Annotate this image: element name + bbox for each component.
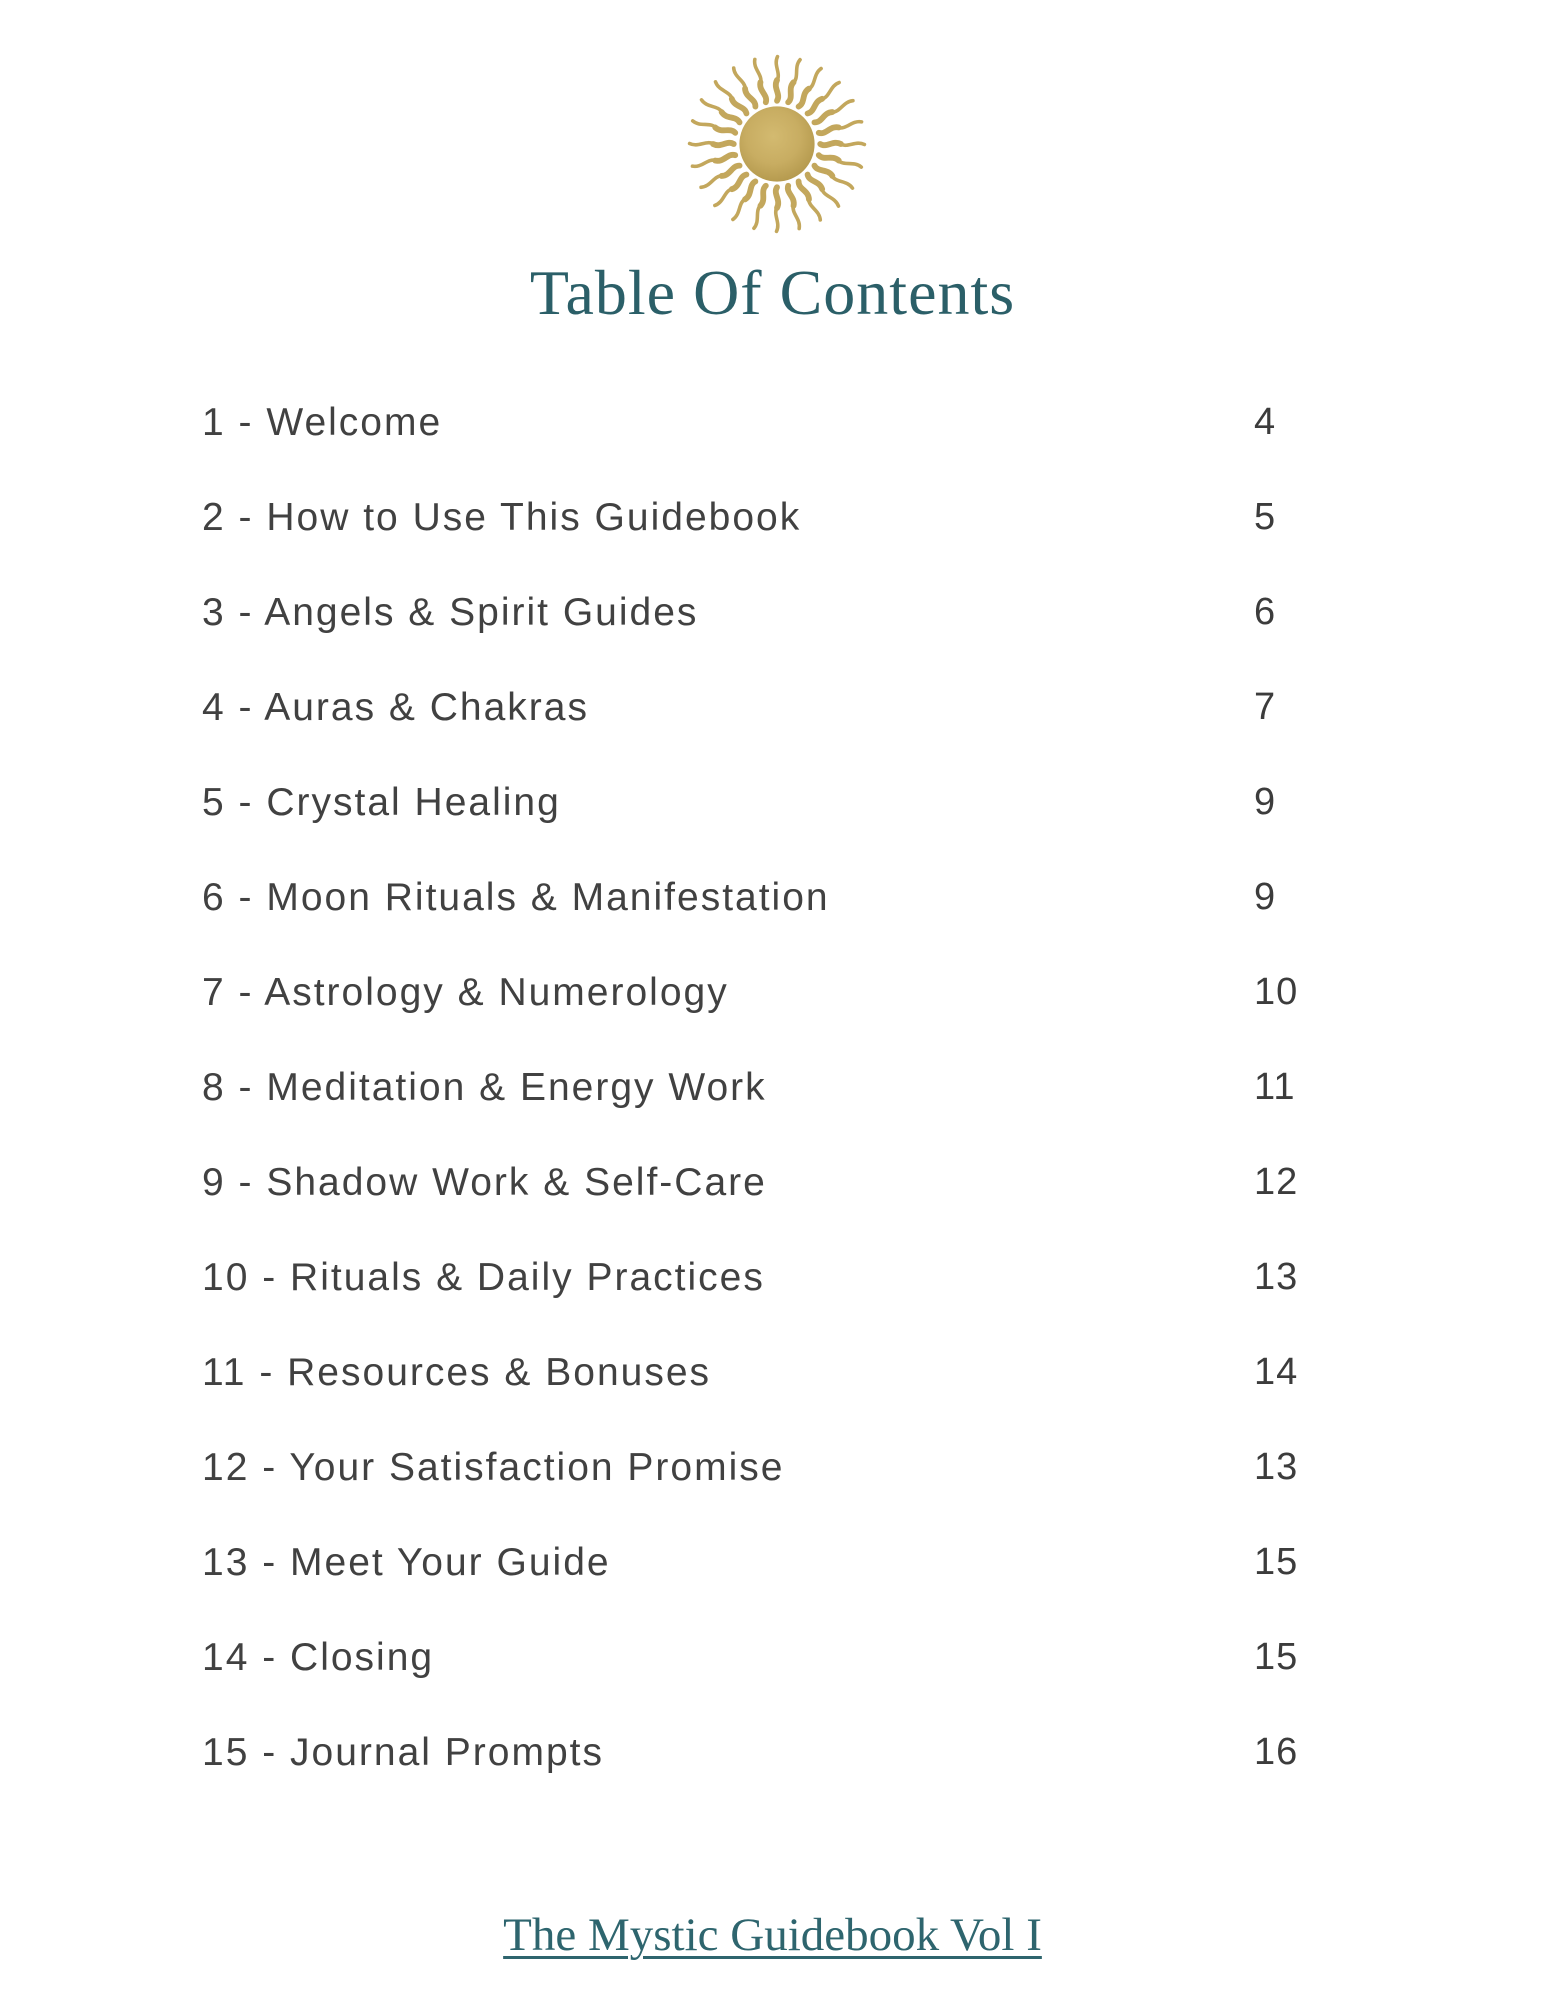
footer-link[interactable]: The Mystic Guidebook Vol I: [503, 1909, 1042, 1961]
toc-entry-page: 10: [1254, 971, 1299, 1013]
toc-row[interactable]: [202, 850, 1314, 945]
toc-row[interactable]: [202, 1040, 1314, 1135]
page-title: Table Of Contents: [529, 257, 1016, 328]
toc-entry-page: 12: [1254, 1161, 1299, 1203]
toc-row[interactable]: [202, 660, 1314, 755]
toc-row[interactable]: [202, 1610, 1314, 1705]
sun-icon: [683, 50, 871, 238]
toc-entry-page: 5: [1254, 496, 1277, 538]
toc-row[interactable]: [202, 755, 1314, 850]
toc-row[interactable]: [202, 945, 1314, 1040]
toc-row[interactable]: [202, 1420, 1314, 1515]
toc-row[interactable]: [202, 1135, 1314, 1230]
toc-entry-label: 5 - Crystal Healing: [202, 780, 561, 824]
toc-entry-label: 13 - Meet Your Guide: [202, 1540, 611, 1584]
toc-entry-page: 7: [1254, 686, 1277, 728]
toc-entry-label: 10 - Rituals & Daily Practices: [202, 1255, 765, 1299]
toc-entry-page: 6: [1254, 591, 1277, 633]
toc-row[interactable]: [202, 375, 1314, 470]
toc-entry-page: 14: [1254, 1351, 1299, 1393]
toc-entry-page: 16: [1254, 1731, 1299, 1773]
toc-entry-page: 9: [1254, 781, 1277, 823]
toc-entry-label: 4 - Auras & Chakras: [202, 685, 589, 729]
toc-entry-label: 2 - How to Use This Guidebook: [202, 495, 802, 539]
toc-entry-label: 15 - Journal Prompts: [202, 1730, 604, 1774]
toc-row[interactable]: [202, 1230, 1314, 1325]
toc-row[interactable]: [202, 565, 1314, 660]
toc-entry-page: 13: [1254, 1256, 1299, 1298]
toc-row[interactable]: [202, 470, 1314, 565]
toc-row[interactable]: [202, 1325, 1314, 1420]
toc-entry-label: 9 - Shadow Work & Self-Care: [202, 1160, 767, 1204]
toc-entry-label: 1 - Welcome: [202, 400, 443, 444]
toc-entry-page: 13: [1254, 1446, 1299, 1488]
toc-entry-page: 15: [1254, 1636, 1299, 1678]
toc-entry-label: 7 - Astrology & Numerology: [202, 970, 729, 1014]
toc-row[interactable]: [202, 1515, 1314, 1610]
toc-entry-label: 8 - Meditation & Energy Work: [202, 1065, 767, 1109]
toc-entry-page: 15: [1254, 1541, 1299, 1583]
toc-entry-page: 11: [1254, 1066, 1296, 1108]
toc-list: [202, 375, 1314, 1800]
toc-entry-page: 4: [1254, 401, 1277, 443]
toc-row[interactable]: [202, 1705, 1314, 1800]
toc-entry-label: 12 - Your Satisfaction Promise: [202, 1445, 785, 1489]
footer: [0, 1908, 1545, 1962]
toc-entry-label: 6 - Moon Rituals & Manifestation: [202, 875, 830, 919]
toc-entry-label: 14 - Closing: [202, 1635, 435, 1679]
toc-entry-page: 9: [1254, 876, 1277, 918]
toc-entry-label: 11 - Resources & Bonuses: [202, 1350, 712, 1394]
toc-entry-label: 3 - Angels & Spirit Guides: [202, 590, 699, 634]
